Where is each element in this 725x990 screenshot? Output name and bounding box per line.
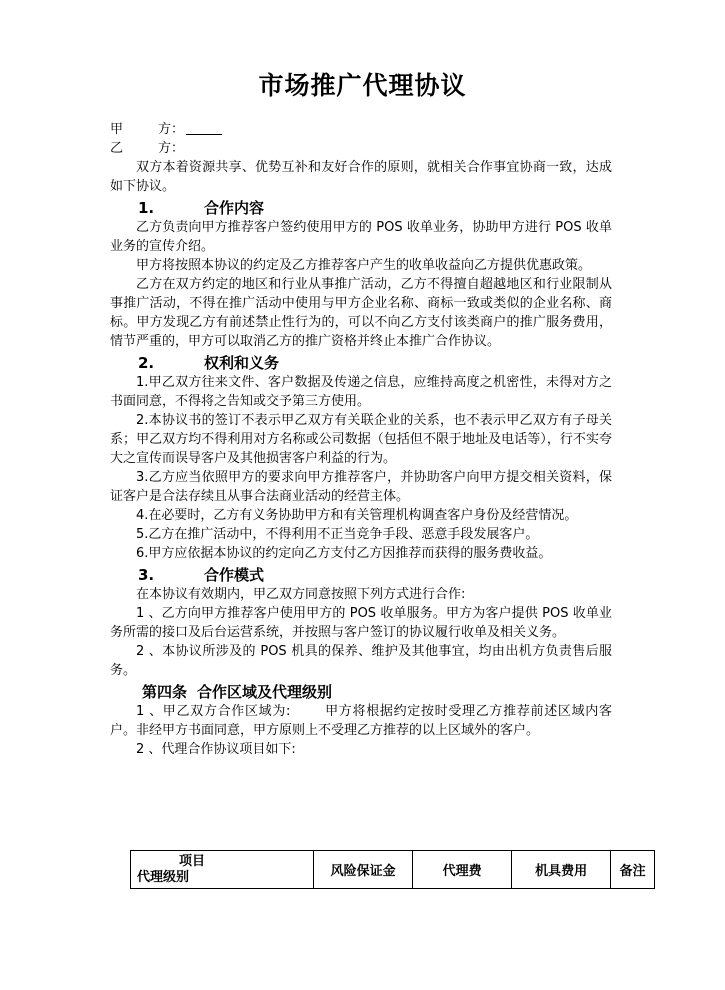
table-header-remarks: 备注 bbox=[611, 851, 655, 889]
section-3-para-1: 在本协议有效期内，甲乙双方同意按照下列方式进行合作: bbox=[136, 587, 466, 602]
section-2-heading bbox=[110, 353, 612, 373]
section-1-title: 合作内容 bbox=[204, 199, 265, 217]
section-1-heading bbox=[110, 198, 612, 218]
section-1-number: 1. bbox=[138, 199, 155, 217]
section-3-title: 合作模式 bbox=[204, 566, 265, 584]
table-header-device-fee: 机具费用 bbox=[512, 851, 611, 889]
section-2-para-6: 6.甲方应依据本协议的约定向乙方支付乙方因推荐而获得的服务费收益。 bbox=[136, 546, 552, 561]
intro-paragraph: 双方本着资源共享、优势互补和友好合作的原则，就相关合作事宜协商一致，达成如下协议。 bbox=[110, 160, 612, 194]
document-title: 市场推广代理协议 bbox=[258, 71, 467, 100]
party-b-suffix: 方： bbox=[158, 141, 185, 156]
party-b-line bbox=[110, 139, 612, 158]
party-b-label: 乙 bbox=[110, 141, 124, 156]
table-header-deposit: 风险保证金 bbox=[314, 851, 413, 889]
section-3-number: 3. bbox=[138, 566, 155, 584]
article-4-para-1-a: 1 、甲乙双方合作区域为: bbox=[136, 704, 291, 719]
table-header-item: 项目 bbox=[178, 853, 205, 869]
party-a-blank bbox=[186, 121, 222, 135]
article-4-label: 第四条 bbox=[142, 683, 188, 701]
agency-level-table bbox=[130, 850, 655, 889]
section-1-para-3: 乙方在双方约定的地区和行业从事推广活动，乙方不得擅自超越地区和行业限制从事推广活动，不得在推广活动中使用与甲方企业名称、商标一致或类似的企业名称、商标。甲方发现乙方有前述禁止性行为的，可以不向乙方支付该类商户的推广服务费用，情节严重的，甲方可以取消乙方的推广资格并终止本推广合作协议。 bbox=[110, 277, 612, 349]
table-header-level: 代理级别 bbox=[137, 869, 190, 885]
section-3-para-2: 1 、乙方向甲方推荐客户使用甲方的 POS 收单服务。甲方为客户提供 POS 收单业务所需的接口及后台运营系统，并按照与客户签订的协议履行收单及相关义务。 bbox=[110, 606, 612, 640]
article-4-para-2: 2 、代理合作协议项目如下: bbox=[136, 742, 296, 757]
party-a-suffix: 方： bbox=[158, 122, 185, 137]
article-4-para-1 bbox=[110, 702, 612, 740]
section-2-number: 2. bbox=[138, 354, 155, 372]
section-1-para-1: 乙方负责向甲方推荐客户签约使用甲方的 POS 收单业务，协助甲方进行 POS 收单业务的宣传介绍。 bbox=[110, 220, 612, 254]
section-3-para-3: 2 、本协议所涉及的 POS 机具的保养、维护及其他事宜，均由出机方负责售后服务。 bbox=[110, 644, 612, 678]
table-header-row bbox=[131, 851, 655, 889]
document-body bbox=[110, 120, 612, 759]
section-2-para-4: 4.在必要时，乙方有义务协助甲方和有关管理机构调查客户身份及经营情况。 bbox=[136, 508, 578, 523]
table-diagonal-cell bbox=[131, 851, 314, 889]
article-4-title: 合作区域及代理级别 bbox=[197, 683, 333, 701]
article-4-para-1-b: 甲方将根据约定按时受理乙方推荐前述区域内客户。非经甲方书面同意，甲方原则上不受理乙方推荐的以上区域外的客户。 bbox=[110, 704, 612, 738]
party-a-line bbox=[110, 120, 612, 139]
table-header-agency-fee: 代理费 bbox=[413, 851, 512, 889]
article-4-heading bbox=[110, 682, 612, 702]
section-2-para-5: 5.乙方在推广活动中，不得利用不正当竞争手段、恶意手段发展客户。 bbox=[136, 527, 539, 542]
section-2-para-2: 2.本协议书的签订不表示甲乙双方有关联企业的关系，也不表示甲乙双方有子母关系；甲乙双方均不得利用对方名称或公司数据（包括但不限于地址及电话等），行不实夸大之宣传而误导客户及其他损害客户利益的行为。 bbox=[110, 413, 612, 466]
section-2-para-3: 3.乙方应当依照甲方的要求向甲方推荐客户，并协助客户向甲方提交相关资料，保证客户是合法存续且从事合法商业活动的经营主体。 bbox=[110, 470, 612, 504]
section-2-title: 权利和义务 bbox=[204, 354, 280, 372]
section-2-para-1: 1.甲乙双方往来文件、客户数据及传递之信息，应维持高度之机密性，未得对方之书面同意，不得将之告知或交予第三方使用。 bbox=[110, 375, 612, 409]
party-a-label: 甲 bbox=[110, 122, 124, 137]
section-1-para-2: 甲方将按照本协议的约定及乙方推荐客户产生的收单收益向乙方提供优惠政策。 bbox=[136, 258, 592, 273]
section-3-heading bbox=[110, 565, 612, 585]
